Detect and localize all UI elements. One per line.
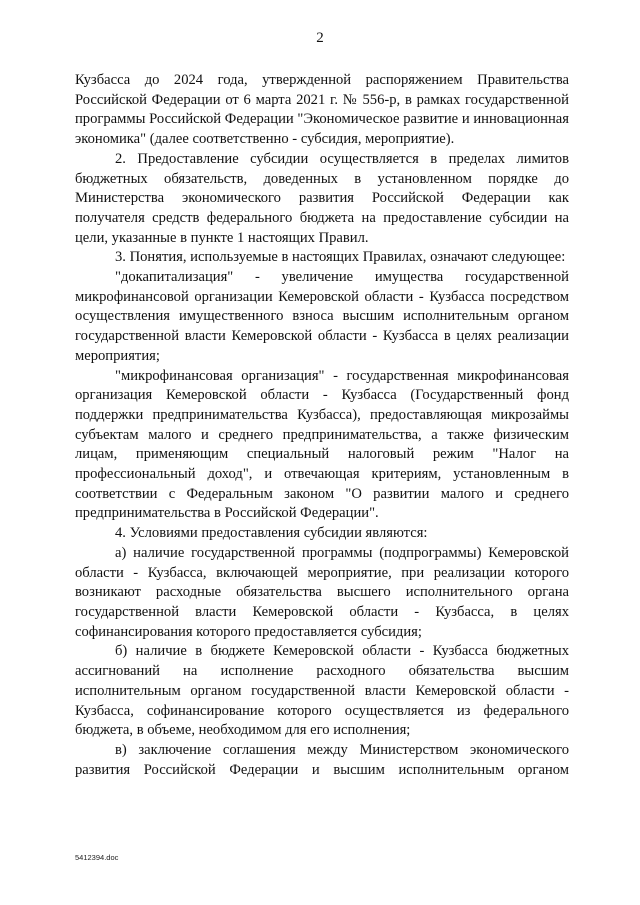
paragraph-item-2: 2. Предоставление субсидии осуществляется в пределах лимитов бюджетных обязательств, доведенных в установленном порядке до Министерства экономического развития Российской Федерации как получателя средств федерального бюджета на предоставление субсидии на цели, указанные в пункте 1 настоящих Правил.: [75, 150, 569, 246]
definition-mikrofinansovaya-organizaciya: "микрофинансовая организация" - государственная микрофинансовая организация Кемеровской области - Кузбасса (Государственный фонд поддержки предпринимательства Кузбасса), предоставляющая микрозаймы субъектам малого и среднего предпринимательства, а также физическим лицам, применяющим специальный налоговый режим "Налог на профессиональный доход", и отвечающая критериям, установленным в соответствии с Федеральным законом "О развитии малого и среднего предпринимательства в Российской Федерации".: [75, 367, 569, 522]
paragraph-continuation: Кузбасса до 2024 года, утвержденной распоряжением Правительства Российской Федерации от 6 марта 2021 г. № 556-р, в рамках государственной программы Российской Федерации "Экономическое развитие и инновационная экономика" (далее соответственно - субсидия, мероприятие).: [75, 72, 569, 148]
paragraph-item-3: 3. Понятия, используемые в настоящих Правилах, означают следующее:: [115, 249, 566, 266]
condition-a: а) наличие государственной программы (подпрограммы) Кемеровской области - Кузбасса, включающей мероприятие, при реализации которого возникают расходные обязательства высшего исполнительного органа государственной власти Кемеровской области - Кузбасса, в целях софинансирования которого предоставляется субсидия;: [75, 544, 569, 640]
document-body: [75, 71, 569, 780]
paragraph-item-4: 4. Условиями предоставления субсидии являются:: [115, 525, 428, 542]
footer-filename: 5412394.doc: [75, 853, 119, 862]
condition-v: в) заключение соглашения между Министерством экономического развития Российской Федерации и высшим исполнительным органом: [75, 741, 569, 778]
definition-dokapitalizaciya: "докапитализация" - увеличение имущества государственной микрофинансовой организации Кемеровской области - Кузбасса посредством осуществления имущественного взноса высшим исполнительным органом государственной власти Кемеровской области - Кузбасса в целях реализации мероприятия;: [75, 269, 569, 364]
condition-b: б) наличие в бюджете Кемеровской области - Кузбасса бюджетных ассигнований на исполнение расходного обязательства высшим исполнительным органом государственной власти Кемеровской области - Кузбасса, софинансирование которого осуществляется из федерального бюджета, в объеме, необходимом для его исполнения;: [75, 643, 569, 739]
page-number: 2: [316, 30, 324, 46]
